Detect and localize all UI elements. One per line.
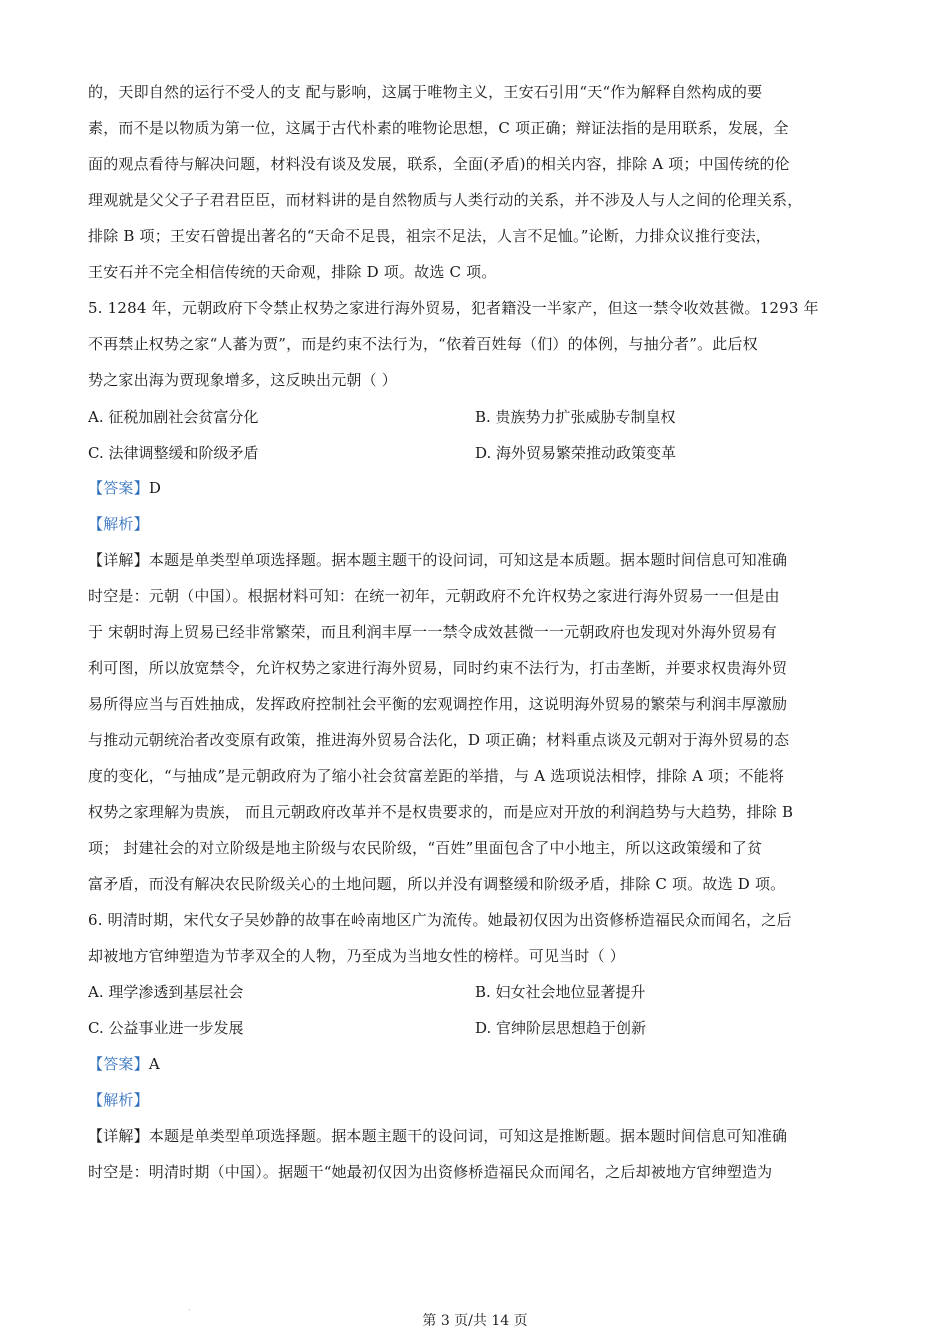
- q6-option-c: C. 公益事业进一步发展: [88, 1019, 244, 1037]
- q5-option-d: D. 海外贸易繁荣推动政策变革: [475, 444, 677, 462]
- answer-value: A: [148, 1055, 160, 1073]
- page-footer: 第 3 页/共 14 页: [422, 1313, 528, 1329]
- detail-text: 本题是单类型单项选择题。据本题主题干的设问词，可知这是本质题。据本题时间信息可知准确: [148, 551, 788, 569]
- q5-detail: 与推动元朝统治者改变原有政策，推进海外贸易合法化，D 项正确；材料重点谈及元朝对于海外贸易的态: [88, 731, 790, 749]
- question-6-stem: 却被地方官绅塑造为节孝双全的人物，乃至成为当地女性的榜样。可见当时（ ）: [88, 947, 625, 965]
- q6-detail: 时空是：明清时期（中国）。据题干“她最初仅因为出资修桥造福民众而闻名，之后却被地方官绅塑造为: [88, 1163, 773, 1181]
- q5-detail: 于 宋朝时海上贸易已经非常繁荣，而且利润丰厚一一禁令成效甚微一一元朝政府也发现对外海外贸易有: [88, 623, 777, 641]
- text-line: 的，天即自然的运行不受人的支 配与影响，这属于唯物主义，王安石引用“天“作为解释自然构成的要: [88, 83, 763, 101]
- q5-detail: 度的变化，“与抽成”是元朝政府为了缩小社会贫富差距的举措，与 A 选项说法相悖，排除 A 项；不能将: [88, 767, 785, 785]
- q6-option-a: A. 理学渗透到基层社会: [88, 983, 244, 1001]
- question-5-stem: 5. 1284 年，元朝政府下令禁止权势之家进行海外贸易，犯者籍没一半家产，但这一禁令收效甚微。1293 年: [88, 299, 819, 317]
- analysis-tag: 【解析】: [88, 1091, 149, 1109]
- text-line: 面的观点看待与解决问题，材料没有谈及发展，联系，全面(矛盾)的相关内容，排除 A 项；中国传统的伦: [88, 155, 790, 173]
- q5-answer: [88, 478, 868, 498]
- question-6-stem: 6. 明清时期，宋代女子吴妙静的故事在岭南地区广为流传。她最初仅因为出资修桥造福民众而闻名，之后: [88, 911, 792, 929]
- text-line: 理观就是父父子子君君臣臣，而材料讲的是自然物质与人类行动的关系，并不涉及人与人之间的伦理关系，: [88, 191, 803, 209]
- q5-option-c: C. 法律调整缓和阶级矛盾: [88, 444, 259, 462]
- q5-option-a: A. 征税加剧社会贫富分化: [88, 408, 259, 426]
- q5-detail: 富矛盾，而没有解决农民阶级关心的土地问题，所以并没有调整缓和阶级矛盾，排除 C 项。故选 D 项。: [88, 875, 786, 893]
- q5-detail: 项； 封建社会的对立阶级是地主阶级与农民阶级，“百姓”里面包含了中小地主，所以这政策缓和了贫: [88, 839, 763, 857]
- q6-answer: [88, 1054, 868, 1074]
- analysis-tag: 【解析】: [88, 515, 149, 533]
- detail-text: 本题是单类型单项选择题。据本题主题干的设问词，可知这是推断题。据本题时间信息可知准确: [148, 1127, 788, 1145]
- text-line: 排除 B 项；王安石曾提出著名的“天命不足畏，祖宗不足法，人言不足恤。”论断，力排众议推行变法，: [88, 227, 772, 245]
- q6-option-d: D. 官绅阶层思想趋于创新: [475, 1019, 647, 1037]
- decorative-dot: ·: [188, 1306, 191, 1315]
- text-line: 素，而不是以物质为第一位，这属于古代朴素的唯物论思想，C 项正确；辩证法指的是用联系，发展，全: [88, 119, 789, 137]
- answer-tag: 【答案】: [88, 1055, 149, 1073]
- q5-detail: 利可图，所以放宽禁令，允许权势之家进行海外贸易，同时约束不法行为，打击垄断，并要求权贵海外贸: [88, 659, 788, 677]
- q5-detail: 易所得应当与百姓抽成，发挥政府控制社会平衡的宏观调控作用，这说明海外贸易的繁荣与利润丰厚激励: [88, 695, 788, 713]
- answer-value: D: [148, 479, 162, 497]
- question-5-stem: 势之家出海为贾现象增多，这反映出元朝（ ）: [88, 371, 397, 389]
- text-line: 王安石并不完全相信传统的天命观，排除 D 项。故选 C 项。: [88, 263, 497, 281]
- detail-tag: 【详解】: [88, 1127, 149, 1145]
- answer-tag: 【答案】: [88, 479, 149, 497]
- q5-analysis-heading: [88, 514, 868, 534]
- q5-option-b: B. 贵族势力扩张威胁专制皇权: [475, 408, 676, 426]
- q5-detail: 权势之家理解为贵族， 而且元朝政府改革并不是权贵要求的，而是应对开放的利润趋势与大趋势，排除 B: [88, 803, 794, 821]
- q5-detail: 时空是：元朝（中国）。根据材料可知：在统一初年，元朝政府不允许权势之家进行海外贸易一一但是由: [88, 587, 780, 605]
- q6-option-b: B. 妇女社会地位显著提升: [475, 983, 646, 1001]
- q6-detail: [88, 1126, 868, 1146]
- q5-detail: [88, 550, 868, 570]
- detail-tag: 【详解】: [88, 551, 149, 569]
- q6-analysis-heading: [88, 1090, 868, 1110]
- question-5-stem: 不再禁止权势之家“人蕃为贾”，而是约束不法行为，“依着百姓每（们）的体例，与抽分者”。此后权: [88, 335, 758, 353]
